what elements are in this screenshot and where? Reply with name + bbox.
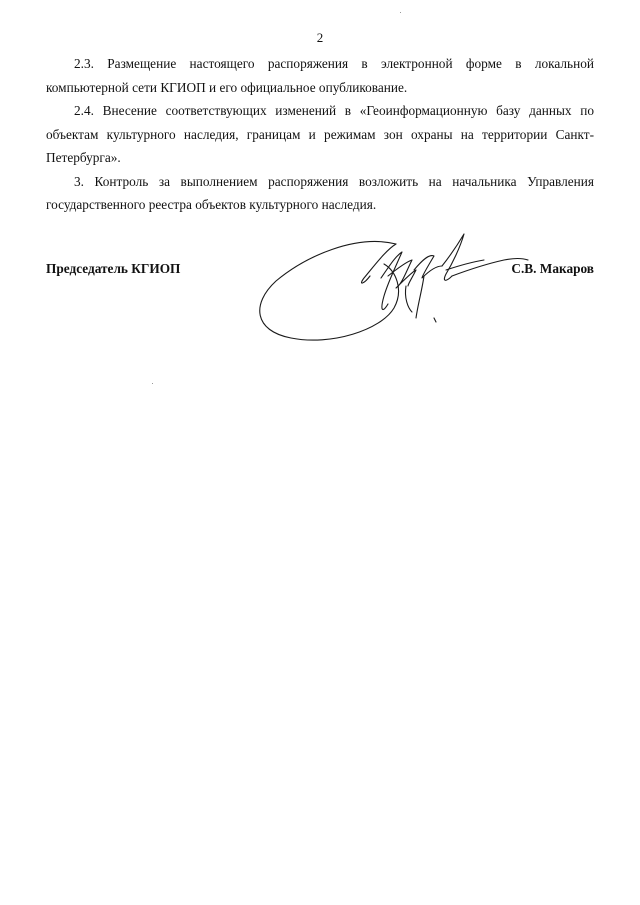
paragraph-2-4: 2.4. Внесение соответствующих изменений в «Геоинформационную базу данных по объектам культурного наследия, границам и режимам зон охраны на территории Санкт-Петербурга». [46, 103, 594, 165]
page-number: 2 [316, 30, 324, 45]
handwritten-signature-icon [246, 226, 556, 351]
signatory-title: Председатель КГИОП [46, 261, 181, 276]
paragraph-2-3: 2.3. Размещение настоящего распоряжения в электронной форме в локальной компьютерной сети КГИОП и его официальное опубликование. [46, 56, 594, 95]
paragraph-3: 3. Контроль за выполнением распоряжения возложить на начальника Управления государственного реестра объектов культурного наследия. [46, 173, 594, 212]
signature-block [46, 226, 594, 356]
scan-speck [152, 383, 153, 384]
signatory-name: С.В. Макаров [511, 261, 594, 276]
document-body [46, 52, 594, 217]
scan-speck [400, 12, 401, 13]
